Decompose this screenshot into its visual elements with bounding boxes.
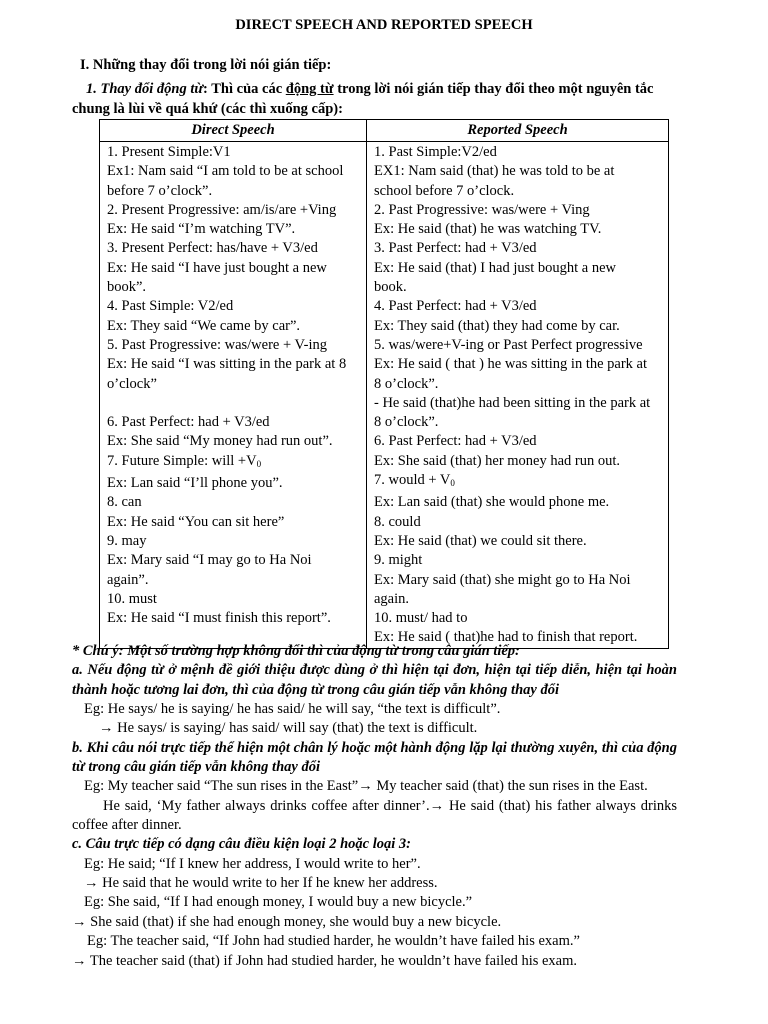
reported-speech-line: 3. Past Perfect: had + V3/ed bbox=[374, 240, 537, 257]
direct-speech-line: Ex: He said “I’m watching TV”. bbox=[107, 221, 296, 238]
direct-speech-line: o’clock” bbox=[107, 375, 157, 392]
note-c-example-3: Eg: The teacher said, “If John had studied harder, he wouldn’t have failed his exam.” bbox=[87, 933, 580, 950]
reported-speech-line: 7. would + $V_0$ bbox=[374, 472, 455, 489]
page-title: DIRECT SPEECH AND REPORTED SPEECH bbox=[235, 17, 533, 33]
reported-speech-line: 8 o’clock”. bbox=[374, 414, 439, 431]
reported-speech-line: 10. must/ had to bbox=[374, 610, 468, 627]
rule-1-label: Thay đổi động từ bbox=[100, 81, 204, 97]
reported-speech-line: Ex: He said (that) I had just bought a new bbox=[374, 259, 617, 276]
rule-1-colon: : bbox=[203, 81, 208, 97]
reported-speech-line: again. bbox=[374, 590, 410, 607]
direct-speech-line: 6. Past Perfect: had + V3/ed bbox=[107, 414, 270, 431]
note-a-example: Eg: He says/ he is saying/ he has said/ he will say, “the text is difficult”. bbox=[84, 701, 501, 718]
note-c-result-3: → The teacher said (that) if John had studied harder, he wouldn’t have failed his exam. bbox=[72, 952, 578, 969]
reported-speech-line: 5. was/were+V-ing or Past Perfect progressive bbox=[374, 336, 643, 353]
direct-speech-line: Ex: Lan said “I’ll phone you”. bbox=[107, 475, 283, 492]
rule-1-text-before: Thì của các bbox=[207, 81, 286, 97]
rule-1-line-2: chung là lùi về quá khứ (các thì xuống cấp): bbox=[72, 100, 343, 117]
note-b-example-1: Eg: My teacher said “The sun rises in the East”→ My teacher said (that) the sun rises in the East. bbox=[84, 778, 648, 795]
direct-speech-column bbox=[100, 142, 367, 649]
notes-section bbox=[72, 642, 677, 971]
note-c-heading: c. Câu trực tiếp có dạng câu điều kiện loại 2 hoặc loại 3: bbox=[72, 836, 411, 853]
header-reported-speech: Reported Speech bbox=[367, 120, 669, 142]
reported-speech-line: Ex: He said ( that ) he was sitting in the park at bbox=[374, 356, 648, 373]
note-b-example-2: He said, ‘My father always drinks coffee after dinner’.→ He said (that) his father always drinks coffee after dinner. bbox=[72, 797, 677, 834]
reported-speech-line: 2. Past Progressive: was/were + Ving bbox=[374, 201, 590, 218]
note-c-result-1: → He said that he would write to her If he knew her address. bbox=[84, 875, 438, 892]
reported-speech-column bbox=[367, 142, 669, 649]
direct-speech-line: again”. bbox=[107, 571, 149, 588]
note-a-result: → He says/ is saying/ has said/ will say (that) the text is difficult. bbox=[99, 720, 478, 737]
direct-speech-line: Ex: He said “I must finish this report”. bbox=[107, 610, 331, 627]
direct-speech-line: 8. can bbox=[107, 494, 142, 511]
note-c-result-2: → She said (that) if she had enough money, she would buy a new bicycle. bbox=[72, 913, 502, 930]
direct-speech-line bbox=[107, 394, 361, 413]
table-row bbox=[100, 142, 669, 649]
reported-speech-line: Ex: He said ( that)he had to finish that report. bbox=[374, 629, 638, 646]
note-c-example-2: Eg: She said, “If I had enough money, I would buy a new bicycle.” bbox=[84, 894, 473, 911]
direct-speech-line: 9. may bbox=[107, 532, 147, 549]
direct-speech-line: Ex: He said “You can sit here” bbox=[107, 513, 285, 530]
reported-speech-line: Ex: They said (that) they had come by car. bbox=[374, 317, 620, 334]
reported-speech-line: Ex: Mary said (that) she might go to Ha Noi bbox=[374, 571, 631, 588]
reported-speech-line: Ex: Lan said (that) she would phone me. bbox=[374, 494, 610, 511]
reported-speech-line: 4. Past Perfect: had + V3/ed bbox=[374, 298, 537, 315]
note-a-heading: a. Nếu động từ ở mệnh đề giới thiệu được dùng ở thì hiện tại đơn, hiện tại tiếp diễn, hiện tại hoàn thành hoặc tương lai đơn, thì của động từ trong câu gián tiếp vẫn không thay đổi bbox=[72, 662, 677, 698]
note-heading: * Chú ý: Một số trường hợp không đổi thì của động từ trong câu gián tiếp: bbox=[72, 643, 520, 659]
direct-speech-line: 1. Present Simple:V1 bbox=[107, 144, 231, 160]
table-header-row bbox=[100, 120, 669, 142]
direct-speech-line: Ex: He said “I was sitting in the park at 8 bbox=[107, 356, 347, 373]
rule-1-text-after: trong lời nói gián tiếp thay đổi theo một nguyên tắc bbox=[333, 81, 654, 97]
reported-speech-line: 8 o’clock”. bbox=[374, 375, 439, 392]
direct-speech-line: before 7 o’clock”. bbox=[107, 182, 213, 199]
reported-speech-line: 8. could bbox=[374, 513, 421, 530]
reported-speech-line: 9. might bbox=[374, 552, 423, 569]
note-b-heading: b. Khi câu nói trực tiếp thể hiện một chân lý hoặc một hành động lặp lại thường xuyên, thì của động từ trong câu gián tiếp vẫn không thay đổi bbox=[72, 739, 677, 776]
rule-1-underlined: động từ bbox=[285, 81, 334, 97]
direct-speech-line: Ex1: Nam said “I am told to be at school bbox=[107, 163, 344, 180]
reported-speech-line: Ex: He said (that) he was watching TV. bbox=[374, 221, 602, 238]
direct-speech-line: 5. Past Progressive: was/were + V-ing bbox=[107, 336, 328, 353]
section-heading: I. Những thay đổi trong lời nói gián tiếp: bbox=[80, 57, 332, 73]
direct-speech-line: Ex: He said “I have just bought a new bbox=[107, 259, 327, 276]
reported-speech-line: book. bbox=[374, 279, 407, 296]
reported-speech-line: EX1: Nam said (that) he was told to be at bbox=[374, 163, 615, 180]
rule-1-number: 1. bbox=[86, 81, 97, 97]
reported-speech-line: Ex: She said (that) her money had run out. bbox=[374, 452, 621, 469]
direct-speech-line: Ex: Mary said “I may go to Ha Noi bbox=[107, 552, 312, 569]
tense-change-table bbox=[99, 119, 669, 649]
reported-speech-line: Ex: He said (that) we could sit there. bbox=[374, 532, 587, 549]
note-c-example-1: Eg: He said; “If I knew her address, I would write to her”. bbox=[84, 855, 421, 872]
direct-speech-line: 4. Past Simple: V2/ed bbox=[107, 298, 234, 315]
direct-speech-line: Ex: They said “We came by car”. bbox=[107, 317, 301, 334]
reported-speech-line: 1. Past Simple:V2/ed bbox=[374, 144, 497, 160]
direct-speech-line: Ex: She said “My money had run out”. bbox=[107, 433, 333, 450]
direct-speech-line: book”. bbox=[107, 279, 147, 296]
reported-speech-line: school before 7 o’clock. bbox=[374, 182, 515, 199]
reported-speech-line: 6. Past Perfect: had + V3/ed bbox=[374, 433, 537, 450]
direct-speech-line: 2. Present Progressive: am/is/are +Ving bbox=[107, 201, 337, 218]
reported-speech-line: - He said (that)he had been sitting in the park at bbox=[374, 394, 651, 411]
direct-speech-line: 7. Future Simple: will $+V_0$ bbox=[107, 452, 262, 469]
rule-1-line-1 bbox=[72, 80, 680, 100]
direct-speech-line: 3. Present Perfect: has/have + V3/ed bbox=[107, 240, 318, 257]
header-direct-speech: Direct Speech bbox=[100, 120, 367, 142]
direct-speech-line: 10. must bbox=[107, 590, 157, 607]
